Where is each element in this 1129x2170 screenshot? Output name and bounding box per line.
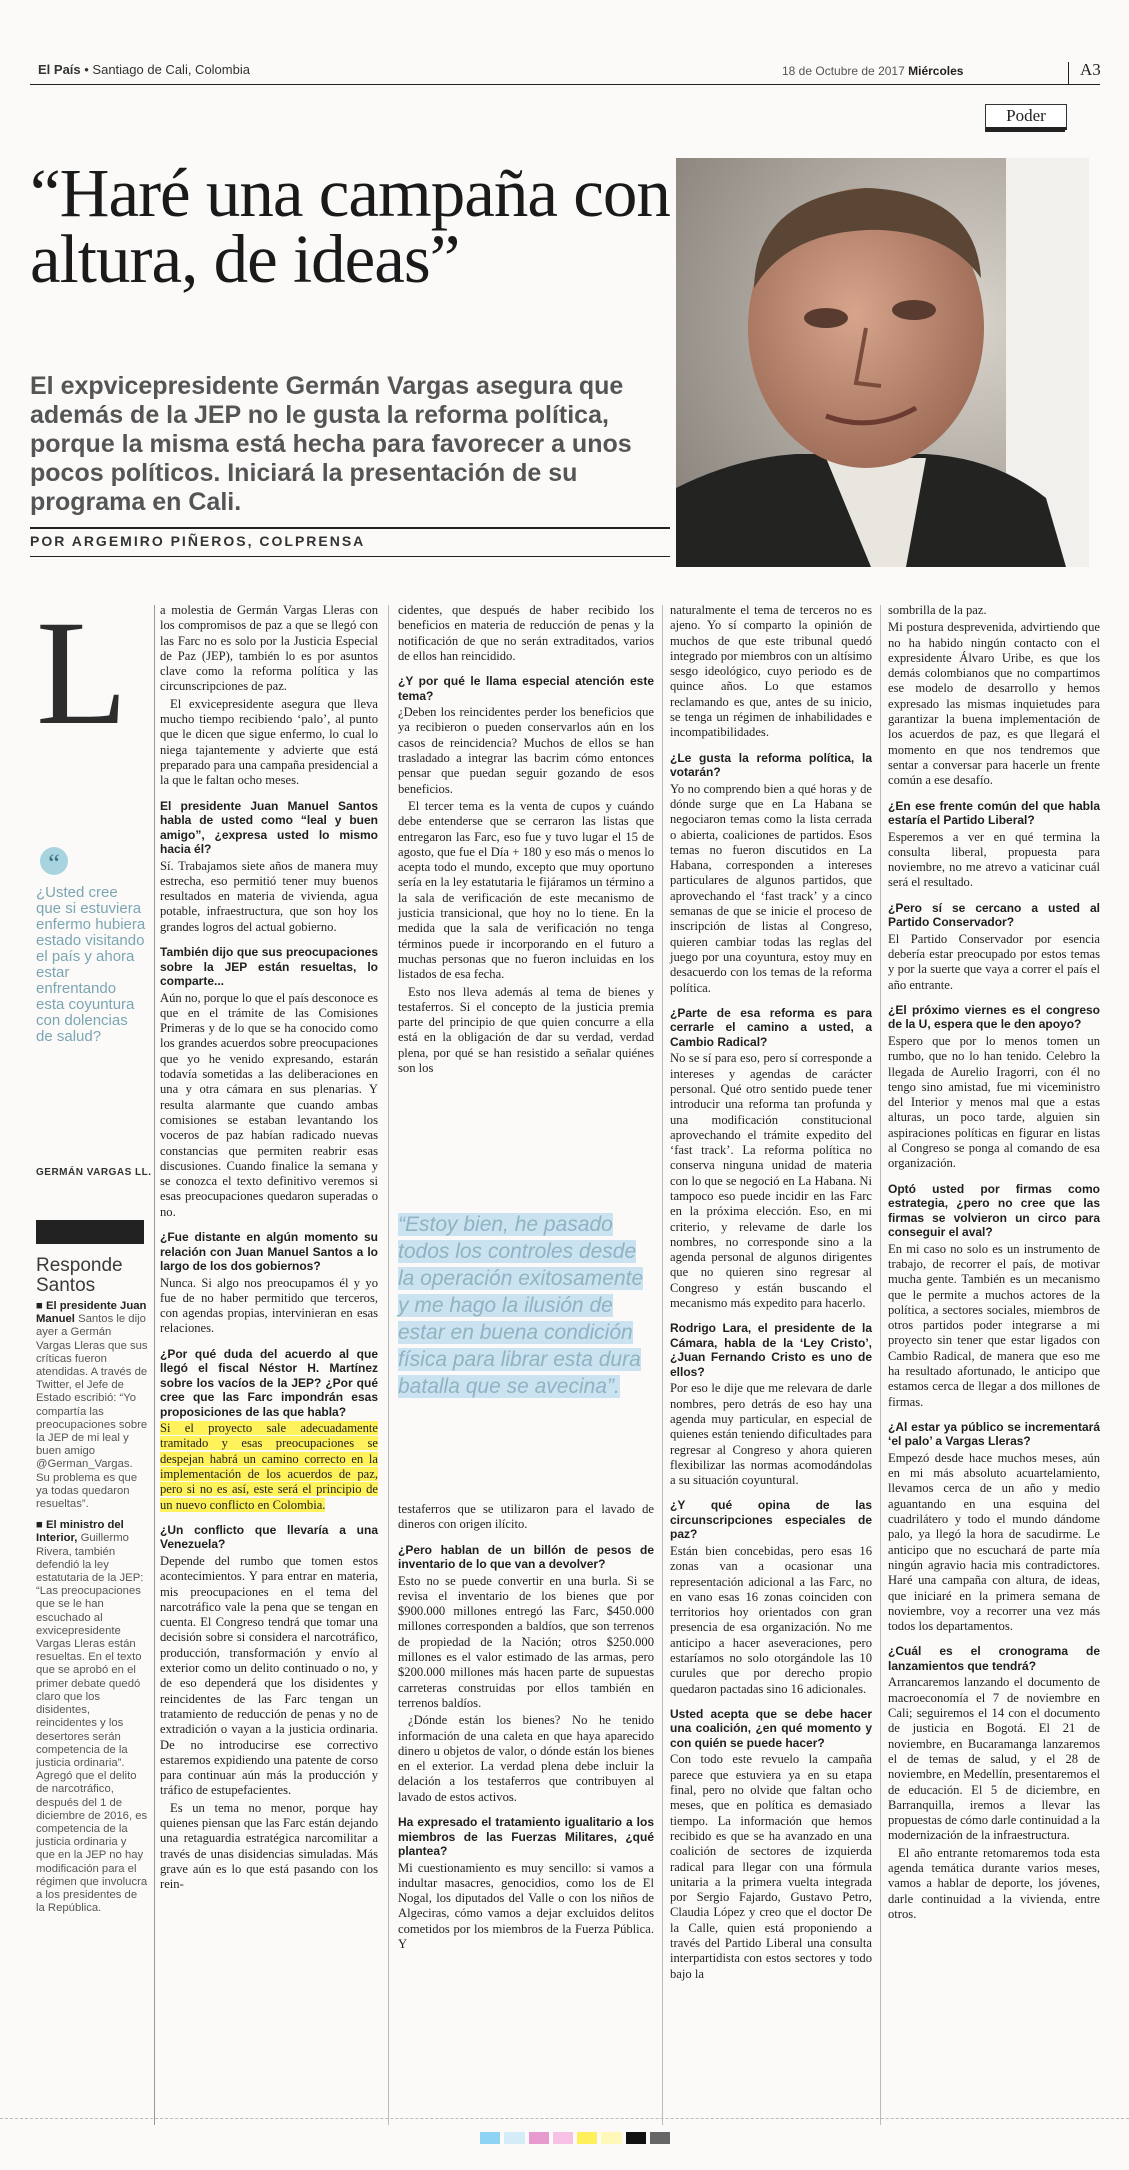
body-paragraph: Esto no se puede convertir en una burla. Si se revisa el inventario de los bienes que por $900.000 millones entregó las Farc, $450.000 millones corresponden a baldíos, que son terrenos de propiedad de la Nación; otros $250.000 millones es el valor estimado de las armas, pero $200.000 millones más hacen parte de supuestas carreteras construidas por ellos también en terrenos baldíos. xyxy=(398,1573,654,1710)
interview-question: También dijo que sus preocupaciones sobre la JEP están resueltas, lo comparte... xyxy=(160,945,378,989)
column-divider xyxy=(662,605,663,2125)
interview-question: Rodrigo Lara, el presidente de la Cámara, habla de la ‘Ley Cristo’, ¿Juan Fernando Cristo es uno de ellos? xyxy=(670,1321,872,1379)
body-paragraph: Depende del rumbo que tomen estos acontecimientos. Y para entrar en materia, mis preocupaciones en el tema del narcotráfico vale la pena que se tengan en cuenta. El Congreso tendrá que tomar una decisión sobre si considera el narcotráfico, producción, transformación y envío al exterior como un delito continuado o no, y de eso dependerá que los disidentes y reincidentes de las Farc tengan un tratamiento de reducción de penas y no de extradición o vayan a la justicia ordinaria. De no introducirse ese correctivo estaremos expidiendo una patente de corso para continuar aún más la producción y tráfico de estupefacientes. xyxy=(160,1553,378,1798)
column-1 xyxy=(160,603,378,1895)
body-paragraph: Mi cuestionamiento es muy sencillo: si vamos a indultar masacres, genocidios, como los de El Nogal, los diputados del Valle o con los niños de Algeciras, cómo vamos a dejar excluidos delitos cometidos por los miembros de la Fuerza Pública. Y xyxy=(398,1860,654,1952)
side-notes xyxy=(36,1300,148,1923)
headline: “Haré una campaña con altura, de ideas” xyxy=(30,155,670,297)
body-paragraph: cidentes, que después de haber recibido los beneficios en materia de reducción de penas y la notificación de que no serán extraditados, varios de ellos han reincidido. xyxy=(398,603,654,663)
bottom-rule xyxy=(0,2118,1129,2120)
interview-question: ¿Y por qué le llama especial atención este tema? xyxy=(398,674,654,703)
side-note-head: ■ El ministro del Interior, xyxy=(36,1519,124,1545)
body-paragraph: Arrancaremos lanzando el documento de macroeconomía el 7 de noviembre en Cali; seguiremos el 14 con el documento de justicia en Bogotá. El 21 de noviembre, en Bucaramanga lanzaremos el de temas de salud, y el 28 de noviembre, en Medellín, presentaremos el de educación. El 5 de diciembre, en Barranquilla, iremos a llevar las propuestas de cómo darle continuidad a la modernización de la infraestructura. xyxy=(888,1675,1100,1843)
interview-question: Optó usted por firmas como estrategia, ¿pero no cree que las firmas se volvieron un circo para conseguir el aval? xyxy=(888,1181,1100,1240)
body-paragraph: naturalmente el tema de terceros no es ajeno. Yo sí comparto la opinión de muchos de que este tribunal quedó integrado por miembros con un altísimo sesgo ideológico, cuyo periodo es de quince años. Lo que estamos reclamando es que, antes de su inicio, se tenga un régimen de inhabilidades e incompatibilidades. xyxy=(670,603,872,740)
body-paragraph: Espero que por lo menos tomen un rumbo, que no lo han tenido. Celebro la llegada de Aurelio Iragorri, con él no tengo sino amistad, fue mi viceministro del Interior y menos mal que a estas alturas, un poco tarde, alguien sin aspiraciones políticas en figurar en listas al Congreso se ponga al comando de esa organización. xyxy=(888,1033,1100,1171)
column-2-upper xyxy=(398,603,654,1078)
portrait-photo xyxy=(676,158,1089,567)
interview-question: El presidente Juan Manuel Santos habla de usted como “leal y buen amigo”, ¿expresa usted lo mismo hacia él? xyxy=(160,798,378,857)
column-4 xyxy=(888,603,1100,1924)
page-number: A3 xyxy=(1080,60,1101,79)
body-paragraph: Nunca. Si algo nos preocupamos él y yo fue de no haber permitido que terceros, con agendas propias, intervinieran en esas relaciones. xyxy=(160,1275,378,1336)
interview-question: ¿Fue distante en algún momento su relación con Juan Manuel Santos a lo largo de los dos gobiernos? xyxy=(160,1230,378,1273)
body-paragraph: El tercer tema es la venta de cupos y cuándo debe entenderse que se cerraron las listas que entregaron las Farc, eso fue y tuvo lugar el 15 de agosto, que fue el Día + 180 y eso más o menos lo acepta todo el mundo, excepto que muy oportuno sería en la ley estatutaria le fijáramos un término a la sala de verificación de este mecanismo de justicia transicional, que hoy no lo tiene. En la medida que la sala de verificación no tenga términos puede ir incorporando en el futuro a muchas personas que no fueron incluidas en los listados de esa fecha. xyxy=(398,798,654,982)
issue-date xyxy=(782,64,963,78)
body-paragraph: Están bien concebidas, pero esas 16 zonas van a ocasionar una representación adicional a las Farc, no en vano esas 16 zonas coinciden con territorios hoy orientados con gran presencia de esa organización. No me anticipo a hacer aseveraciones, pero estaríamos no solo otorgándole las 10 curules que por derecho propio quedaron pactadas sino 16 adicionales. xyxy=(670,1543,872,1696)
interview-question: ¿El próximo viernes es el congreso de la U, espera que le den apoyo? xyxy=(888,1002,1100,1032)
body-paragraph: El Partido Conservador por esencia debería estar preocupado por estos temas y por la suerte que vaya a correr el país el año entrante. xyxy=(888,931,1100,992)
interview-question: ¿En ese frente común del que habla estaría el Partido Liberal? xyxy=(888,798,1100,828)
body-paragraph: El año entrante retomaremos toda esta agenda temática durante varios meses, vamos a hablar de deporte, los jóvenes, darle continuidad a la vivienda, entre otros. xyxy=(888,1845,1100,1921)
subhead: El expvicepresidente Germán Vargas asegura que además de la JEP no le gusta la reforma política, porque la misma está hecha para favorecer a unos pocos políticos. Iniciará la presentación de su programa en Cali. xyxy=(30,372,632,516)
interview-question: ¿Por qué duda del acuerdo al que llegó el fiscal Néstor H. Martínez sobre los vacíos de la JEP? ¿Por qué cree que las Farc impondrán esas proposiciones de las que habla? xyxy=(160,1346,378,1419)
column-2-lower xyxy=(398,1502,654,1954)
interview-question: Ha expresado el tratamiento igualitario a los miembros de las Fuerzas Militares, ¿qué plantea? xyxy=(398,1815,654,1859)
side-note-text: Guillermo Rivera, también defendió la ley estatutaria de la JEP: “Las preocupaciones que se le han escuchado al exvicepresidente Vargas Lleras están resueltas. En el texto que se aprobó en el primer debate quedó claro que los disidentes, reincidentes y los desertores serán competencia de la justicia ordinaria”. Agregó que el delito de narcotráfico, después del 1 de diciembre de 2016, es competencia de la justicia ordinaria y que en la JEP no hay modificación para el régimen que involucra a los presidentes de la República. xyxy=(36,1532,148,1915)
body-paragraph: Por eso le dije que me relevara de darle nombres, pero detrás de eso hay una agenda muy particular, en especial de quienes están teniendo dificultades para regresar al Congreso y ahora quieren flexibilizar las normas acomodándolas a su situación coyuntural. xyxy=(670,1381,872,1488)
body-paragraph: ¿Deben los reincidentes perder los beneficios que ya recibieron o pueden conservarlos aún en los casos de reincidencia? Muchos de ellos se han trasladado a integrar las bacrim cómo entonces pensar que puedan seguir gozando de esos beneficios. xyxy=(398,705,654,796)
body-paragraph: Esto nos lleva además al tema de bienes y testaferros. Si el concepto de la justicia premia parte del principio de que quien concurre a ella está en la obligación de dar su verdad, verdad plena, por qué se han resistido a señalar quiénes son los xyxy=(398,984,654,1076)
paper-location: • Santiago de Cali, Colombia xyxy=(84,62,250,77)
masthead xyxy=(38,62,250,77)
side-note xyxy=(36,1519,148,1915)
column-divider xyxy=(154,605,155,2125)
body-paragraph: Empezó desde hace muchos meses, aún en mi más absoluto acuartelamiento, llevamos cerca de un año y medio aguantando en una esquina del cuadrilátero y todo el mundo dándome palo, ya llegó la hora de sacudirme. Le anticipo que no escuchará de parte mía ningún agravio hacia mis contradictores. Haré una campaña con altura, de ideas, que iniciaré en la primera semana de noviembre, voy a recorrer una vez más todos los departamentos. xyxy=(888,1450,1100,1634)
body-paragraph: a molestia de Germán Vargas Lleras con los compromisos de paz a que se llegó con las Farc no es solo por la Justicia Especial de Paz (JEP), también lo es por asuntos clave como la reforma política y las circunscripciones de paz. xyxy=(160,603,378,694)
side-note-text: Santos le dijo ayer a Germán Vargas Lleras que sus críticas fueron atendidas. A través de Twitter, el Jefe de Estado escribió: “Yo compartía las preocupaciones sobre la JEP de mi leal y buen amigo @German_Vargas. Su problema es que ya todas quedaron resueltas”. xyxy=(36,1313,148,1511)
body-paragraph: No se sí para eso, pero sí corresponde a intereses y agendas de carácter personal. Qué otro sentido puede tener introducir una reforma tan profunda y una modificación constitucional aprovechando el trámite expedito del ‘fast track’. La reforma política no conserva ninguna unidad de materia con lo que se negoció en La Habana. Ni tampoco eso puede incidir en las Farc en la próxima elección. Eso, en mi criterio, y relevame de darle los nombres, no corresponde sino a la agenda personal de algunos dirigentes que no quieren sino regresar al Congreso y están buscando el mecanismo más expedito para hacerlo. xyxy=(670,1051,872,1311)
side-quote-author: GERMÁN VARGAS LL. xyxy=(36,1167,152,1178)
body-paragraph: El exvicepresidente asegura que lleva mucho tiempo recibiendo ‘palo’, al punto que le dicen que sigue enfermo, lo cual lo niega tajantemente y advierte que está preparado para una campaña presidencial a la que le faltan ocho meses. xyxy=(160,696,378,788)
interview-question: ¿Un conflicto que llevaría a una Venezuela? xyxy=(160,1522,378,1552)
interview-question: ¿Parte de esa reforma es para cerrarle el camino a usted, a Cambio Radical? xyxy=(670,1005,872,1049)
body-paragraph: sombrilla de la paz. xyxy=(888,603,987,617)
pull-quote-text: “Estoy bien, he pasado todos los controles desde la operación exitosamente y me hago la ilusión de estar en buena condición física para librar esta dura batalla que se avecina”. xyxy=(398,1213,644,1398)
side-note xyxy=(36,1300,148,1511)
section-rule xyxy=(985,130,1065,132)
column-divider xyxy=(388,605,389,2125)
responde-header-bar xyxy=(36,1220,144,1244)
section-tag: Poder xyxy=(985,104,1067,130)
byline: POR ARGEMIRO PIÑEROS, COLPRENSA xyxy=(30,533,366,549)
header-rule-vertical xyxy=(1068,62,1069,84)
responde-title: Responde Santos xyxy=(36,1255,123,1296)
weekday-text: Miércoles xyxy=(908,64,964,78)
body-paragraph: ¿Dónde están los bienes? No he tenido información de una caleta en que haya aparecido dinero u objetos de valor, o dónde están los bienes en el exterior. La verdad plena debe incluir la delación a los testaferros que contribuyen al lavado de estos activos. xyxy=(398,1713,654,1804)
column-3 xyxy=(670,603,872,1984)
interview-question: ¿Cuál es el cronograma de lanzamientos que tendrá? xyxy=(888,1644,1100,1673)
body-paragraph: Sí. Trabajamos siete años de manera muy estrecha, eso permitió tener muy buenos resultados en materia de vivienda, agua potable, infraestructura, que son hoy los grandes logros del actual gobierno. xyxy=(160,858,378,934)
column-divider xyxy=(880,605,881,2125)
paper-name: El País xyxy=(38,62,81,77)
body-paragraph: Con todo este revuelo la campaña parece que estuviera ya en su etapa final, pero no olvide que faltan ocho meses, que en política es demasiado tiempo. La información que hemos recibido es que se ha avanzado en una coalición de sectores de izquierda radical para llegar con una fórmula unitaria a la primera vuelta integrada por Sergio Fajardo, Gustavo Petro, Claudia López y creo que el doctor De la Calle, quien está proponiendo a través del Partido Liberal una consulta interpartidista con estos sectores y todo bajo la xyxy=(670,1752,872,1981)
interview-question: ¿Pero hablan de un billón de pesos de inventario de lo que van a devolver? xyxy=(398,1542,654,1572)
body-paragraph: Esperemos a ver en qué termina la consulta liberal, propuesta para noviembre, no me atrevo a vaticinar cuál será el resultado. xyxy=(888,829,1100,890)
drop-cap: L xyxy=(36,590,128,756)
interview-question: ¿Le gusta la reforma política, la votarán? xyxy=(670,750,872,780)
body-paragraph: Mi postura desprevenida, advirtiendo que no ha habido ningún contacto con el expresidente Álvaro Uribe, es que los demás colombianos que no compartimos ese modelo de desarrollo y hemos expresado las mismas inquietudes para garantizar la buena implementación de los acuerdos de paz, es que llegará el momento en que nos tendremos que sentar a conversar para hacerle un frente común a ese desafío. xyxy=(888,620,1100,788)
pull-quote xyxy=(398,1211,654,1400)
byline-rule-top xyxy=(30,527,670,529)
interview-question: ¿Y qué opina de las circunscripciones especiales de paz? xyxy=(670,1498,872,1542)
header-rule xyxy=(30,84,1100,85)
highlighted-paragraph: Si el proyecto sale adecuadamente tramitado y esas preocupaciones se despejan habrá un camino correcto en la implementación de los acuerdos de paz, pero si no es así, este será el principio de un nuevo conflicto en Colombia. xyxy=(160,1421,378,1512)
interview-question: ¿Pero sí se cercano a usted al Partido Conservador? xyxy=(888,900,1100,930)
side-note-head: ■ El presidente Juan Manuel xyxy=(36,1300,147,1326)
date-text: 18 de Octubre de 2017 xyxy=(782,64,905,78)
quote-mark-icon: “ xyxy=(40,847,68,875)
body-paragraph: En mi caso no solo es un instrumento de trabajo, de recorrer el país, de motivar mucha gente. También es un mecanismo que le permite a muchos actores de la política, a sectores sociales, miembros de otros partidos poder integrarse a mi proyecto sin tener que estar ligados con Cambio Radical, de manera que eso me ha resultado afortunado, le anticipo que estamos cerca de llegar a dos millones de firmas. xyxy=(888,1241,1100,1409)
registration-color-bar xyxy=(480,2132,670,2144)
body-paragraph: Yo no comprendo bien a qué horas y de dónde surge que en La Habana se negociaron temas como la lista cerrada o abierta, coaliciones de partidos. Esos temas no fueron discutidos en La Habana, corresponden a intereses particulares de algunos partidos, que aprovechando el ‘fast track’ y a cinco semanas de que se inicie el proceso de inscripción de listas al Congreso, quieren cambiar todas las reglas del juego por una coyuntura, estoy muy en desacuerdo con los temas de la reforma política. xyxy=(670,781,872,995)
body-paragraph: testaferros que se utilizaron para el lavado de dineros con origen ilícito. xyxy=(398,1502,654,1532)
body-paragraph: Aún no, porque lo que el país desconoce es que en el trámite de las Comisiones Primeras y de lo que se ha conocido como los grandes acuerdos sobre preocupaciones que yo he venido expresando, estarán todavía sometidas a las deliberaciones en una y otra cámara en sus plenarias. Y resulta alarmante que cuando ambas comisiones se estaban levantando los voceros de paz habían radicado nuevas constancias que permiten reabrir esas discusiones. Cuando finalice la semana y se conozca el texto definitivo veremos si esas preocupaciones quedaron superadas o no. xyxy=(160,990,378,1219)
interview-question: Usted acepta que se debe hacer una coalición, ¿en qué momento y con quién se puede hacer? xyxy=(670,1706,872,1750)
byline-rule-bottom xyxy=(30,556,670,557)
side-quote: ¿Usted cree que si estuviera enfermo hubiera estado visitando el país y ahora estar enfrentando esta coyuntura con dolencias de salud? xyxy=(36,884,146,1045)
interview-question: ¿Al estar ya público se incrementará ‘el palo’ a Vargas Lleras? xyxy=(888,1419,1100,1449)
body-paragraph: Es un tema no menor, porque hay quienes piensan que las Farc están dejando una retaguardia estratégica narcomilitar a través de unas disidencias simuladas. Más grave aún es lo que está pasando con los rein- xyxy=(160,1800,378,1892)
